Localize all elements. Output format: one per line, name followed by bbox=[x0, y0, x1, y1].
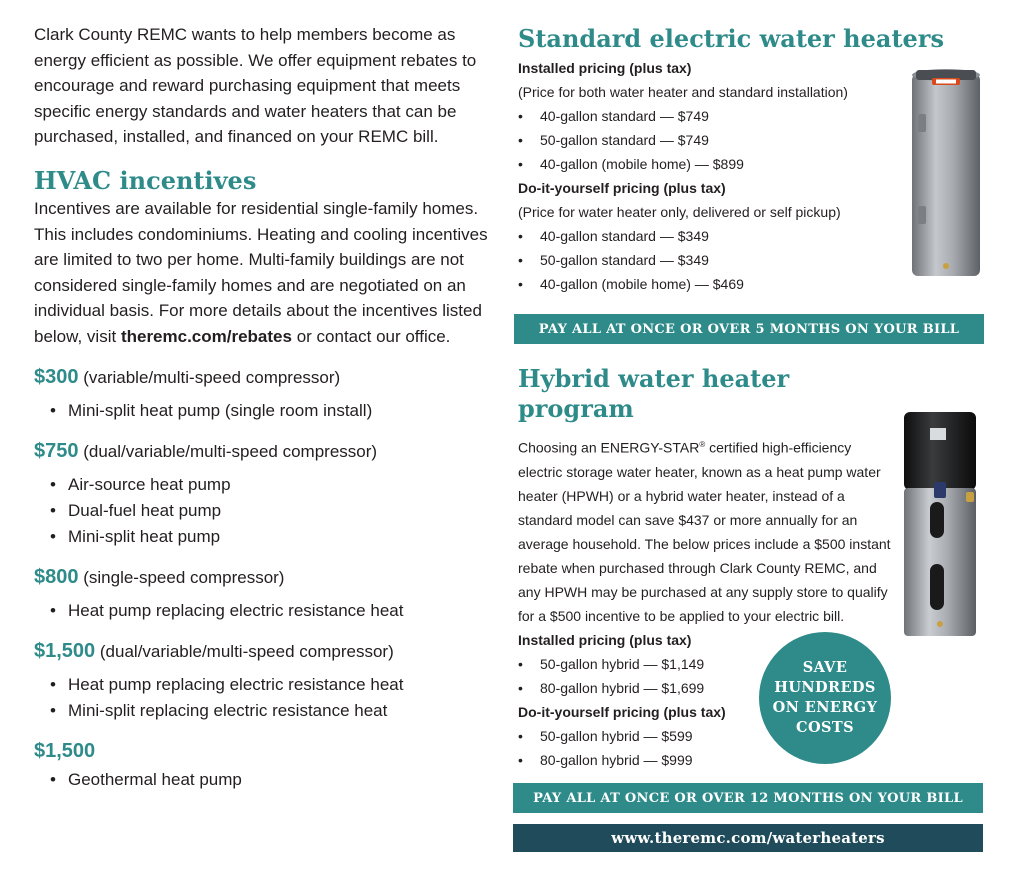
tier-800 bbox=[34, 564, 504, 624]
registered-mark: ® bbox=[699, 440, 706, 449]
tier-list bbox=[34, 472, 504, 550]
hybrid-body-start: Choosing an ENERGY-STAR bbox=[518, 439, 700, 456]
tier-amount: $300 bbox=[34, 365, 79, 388]
list-item: • Heat pump replacing electric resistance heat bbox=[34, 672, 504, 698]
rebates-link[interactable]: theremc.com/rebates bbox=[120, 326, 292, 346]
list-item: • Geothermal heat pump bbox=[34, 767, 504, 793]
badge-text: SAVE HUNDREDS ON ENERGY COSTS bbox=[772, 659, 878, 736]
list-item: • 80-gallon hybrid — $999 bbox=[518, 748, 908, 772]
tier-desc: (variable/multi-speed compressor) bbox=[78, 367, 341, 387]
list-item: • Heat pump replacing electric resistance heat bbox=[34, 598, 504, 624]
standard-payment-banner: PAY ALL AT ONCE OR OVER 5 MONTHS ON YOUR BILL bbox=[514, 314, 984, 344]
save-hundreds-badge bbox=[759, 632, 891, 764]
hybrid-body-rest: certified high-efficiency electric storage water heater, known as a heat pump water heater (HPWH) or a hybrid water heater, instead of a standard model can save $437 or more annually for an average household. The below prices include a $500 instant rebate when purchased through Clark County REMC, and any HPWH may be purchased at any supply store to qualify for a $500 incentive to be applied to your electric bill. bbox=[518, 439, 891, 624]
hybrid-title: Hybrid water heater program bbox=[518, 364, 790, 423]
tier-list bbox=[34, 598, 504, 624]
tier-amount: $800 bbox=[34, 565, 79, 588]
hybrid-diy-heading: Do-it-yourself pricing (plus tax) bbox=[518, 703, 726, 720]
hvac-body-end: or contact our office. bbox=[291, 326, 451, 346]
installed-pricing-note: (Price for both water heater and standard installation) bbox=[518, 84, 848, 100]
diy-pricing-heading: Do-it-yourself pricing (plus tax) bbox=[518, 180, 726, 196]
tier-750 bbox=[34, 438, 504, 550]
installed-pricing-heading: Installed pricing (plus tax) bbox=[518, 60, 692, 76]
tier-desc: (single-speed compressor) bbox=[78, 567, 285, 587]
list-item: • 50-gallon standard — $349 bbox=[518, 248, 988, 272]
list-item: • 50-gallon hybrid — $599 bbox=[518, 724, 908, 748]
tier-desc: (dual/variable/multi-speed compressor) bbox=[78, 441, 378, 461]
diy-pricing-note: (Price for water heater only, delivered or self pickup) bbox=[518, 204, 841, 220]
intro-paragraph: Clark County REMC wants to help members become as energy efficient as possible. We offer equipment rebates to encourage and reward purchasing equipment that meets specific energy standards and water heaters that can be purchased, installed, and financed on your REMC bill. bbox=[34, 25, 477, 147]
left-column bbox=[34, 22, 504, 793]
list-item: • Mini-split heat pump bbox=[34, 524, 504, 550]
tier-300 bbox=[34, 364, 504, 424]
footer-url-banner[interactable]: www.theremc.com/waterheaters bbox=[513, 824, 983, 852]
tier-amount: $1,500 bbox=[34, 739, 96, 762]
list-item: • 80-gallon hybrid — $1,699 bbox=[518, 676, 908, 700]
list-item: • 40-gallon standard — $749 bbox=[518, 104, 988, 128]
list-item: • Mini-split heat pump (single room install) bbox=[34, 398, 504, 424]
list-item: • 40-gallon (mobile home) — $899 bbox=[518, 152, 988, 176]
list-item: • 40-gallon (mobile home) — $469 bbox=[518, 272, 988, 296]
tier-amount: $1,500 bbox=[34, 639, 96, 662]
list-item: • Dual-fuel heat pump bbox=[34, 498, 504, 524]
list-item: • Air-source heat pump bbox=[34, 472, 504, 498]
standard-title: Standard electric water heaters bbox=[518, 24, 944, 53]
hybrid-installed-heading: Installed pricing (plus tax) bbox=[518, 631, 692, 648]
tier-list bbox=[34, 672, 504, 724]
hvac-body-text: Incentives are available for residential single-family homes. This includes condominiums. Heating and cooling incentives are limited to two per home. Multi-family buildings are not considered single-family homes and are negotiated on an individual basis. For more details about the incentives listed below, visit bbox=[34, 198, 488, 346]
hybrid-water-heater-icon bbox=[900, 406, 980, 640]
hvac-title: HVAC incentives bbox=[34, 165, 257, 195]
tier-amount: $750 bbox=[34, 439, 79, 462]
tier-list bbox=[34, 398, 504, 424]
list-item: • 40-gallon standard — $349 bbox=[518, 224, 988, 248]
list-item: • Mini-split replacing electric resistance heat bbox=[34, 698, 504, 724]
list-item: • 50-gallon standard — $749 bbox=[518, 128, 988, 152]
tier-list bbox=[34, 767, 504, 793]
hvac-body bbox=[34, 196, 504, 350]
hybrid-payment-banner: PAY ALL AT ONCE OR OVER 12 MONTHS ON YOUR BILL bbox=[513, 783, 983, 813]
list-item: • 50-gallon hybrid — $1,149 bbox=[518, 652, 908, 676]
standard-water-heater-icon bbox=[908, 66, 984, 280]
hybrid-body bbox=[518, 433, 896, 628]
tier-desc: (dual/variable/multi-speed compressor) bbox=[95, 641, 394, 661]
tier-1500-compressor bbox=[34, 638, 504, 724]
tier-1500-geothermal bbox=[34, 738, 504, 793]
